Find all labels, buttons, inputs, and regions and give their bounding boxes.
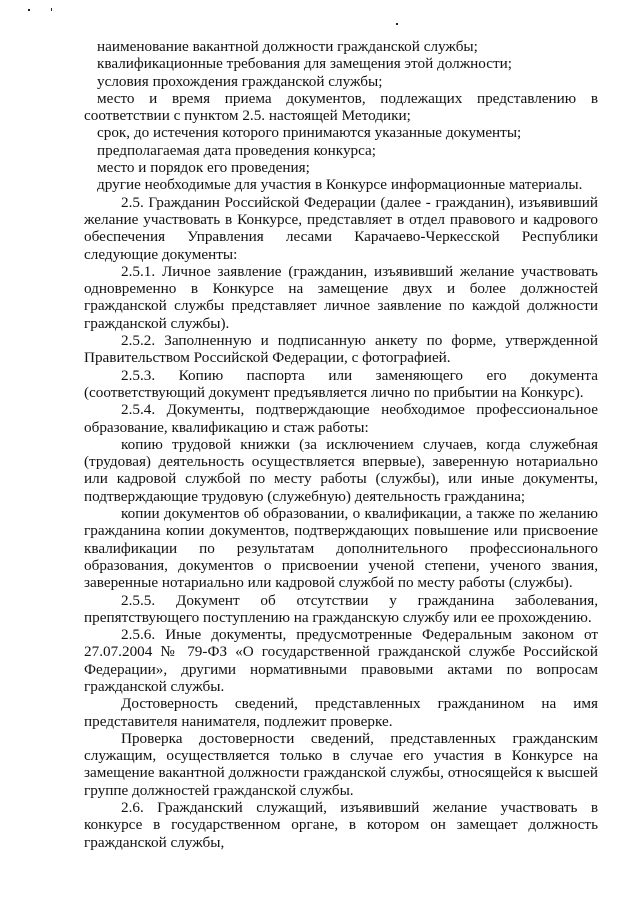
- paragraph-verification: Достоверность сведений, представленных гражданином на имя представителя нанимателя, подлежит проверке.: [84, 695, 598, 730]
- paragraph-education-docs: копии документов об образовании, о квалификации, а также по желанию гражданина копии документов, подтверждающих повышение или присвоение квалификации по результатам дополнительного профессионального образования, документов о присвоении ученой степени, ученого звания, заверенные нотариально или кадровой службой по месту работы (службы).: [84, 505, 598, 592]
- paragraph-verification-civil: Проверка достоверности сведений, представленных гражданским служащим, осуществляется только в случае его участия в Конкурсе на замещение вакантной должности гражданской службы, относящейся к высшей группе должностей гражданской службы.: [84, 729, 598, 799]
- paragraph-2-5: 2.5. Гражданин Российской Федерации (далее - гражданин), изъявивший желание участвовать в Конкурсе, представляет в отдел правового и кадрового обеспечения Управления лесами Карачаево-Черкесской Республики следующие документы:: [84, 193, 598, 263]
- paragraph-labor-book: копию трудовой книжки (за исключением случаев, когда служебная (трудовая) деятельность осуществляется впервые), заверенную нотариально или кадровой службой по месту работы (службы), или иные документы, подтверждающие трудовую (служебную) деятельность гражданина;: [84, 435, 598, 505]
- list-item: место и порядок его проведения;: [97, 159, 310, 177]
- list-item: условия прохождения гражданской службы;: [97, 72, 383, 90]
- paragraph-2-5-3: 2.5.3. Копию паспорта или заменяющего его документа (соответствующий документ предъявляется лично по прибытии на Конкурс).: [84, 366, 598, 401]
- list-item: квалификационные требования для замещения этой должности;: [97, 55, 513, 73]
- paragraph-2-5-6: 2.5.6. Иные документы, предусмотренные Федеральным законом от 27.07.2004 № 79-ФЗ «О государственной гражданской службе Российской Федерации», другими нормативными правовыми актами по вопросам гражданской службы.: [84, 626, 598, 695]
- paragraph-2-5-1: 2.5.1. Личное заявление (гражданин, изъявивший желание участвовать одновременно в Конкурсе на замещение двух и более должностей гражданской службы представляет личное заявление по каждой должности гражданской службы).: [84, 262, 598, 332]
- list-item: предполагаемая дата проведения конкурса;: [97, 141, 377, 159]
- paragraph-2-5-2: 2.5.2. Заполненную и подписанную анкету по форме, утвержденной Правительством Российской Федерации, с фотографией.: [84, 332, 598, 367]
- paragraph-2-6: 2.6. Гражданский служащий, изъявивший желание участвовать в конкурсе в государственном органе, в котором он замещает должность гражданской службы,: [84, 799, 598, 851]
- list-item: место и время приема документов, подлежащих представлению в соответствии с пунктом 2.5. настоящей Методики;: [84, 89, 598, 125]
- list-item: другие необходимые для участия в Конкурсе информационные материалы.: [97, 176, 583, 194]
- paragraph-2-5-5: 2.5.5. Документ об отсутствии у гражданина заболевания, препятствующего поступлению на гражданскую службу или ее прохождению.: [84, 591, 598, 626]
- list-item: наименование вакантной должности гражданской службы;: [97, 38, 478, 55]
- list-item: срок, до истечения которого принимаются указанные документы;: [97, 124, 522, 142]
- document-body: [84, 38, 598, 851]
- paragraph-2-5-4: 2.5.4. Документы, подтверждающие необходимое профессиональное образование, квалификацию и стаж работы:: [84, 401, 598, 436]
